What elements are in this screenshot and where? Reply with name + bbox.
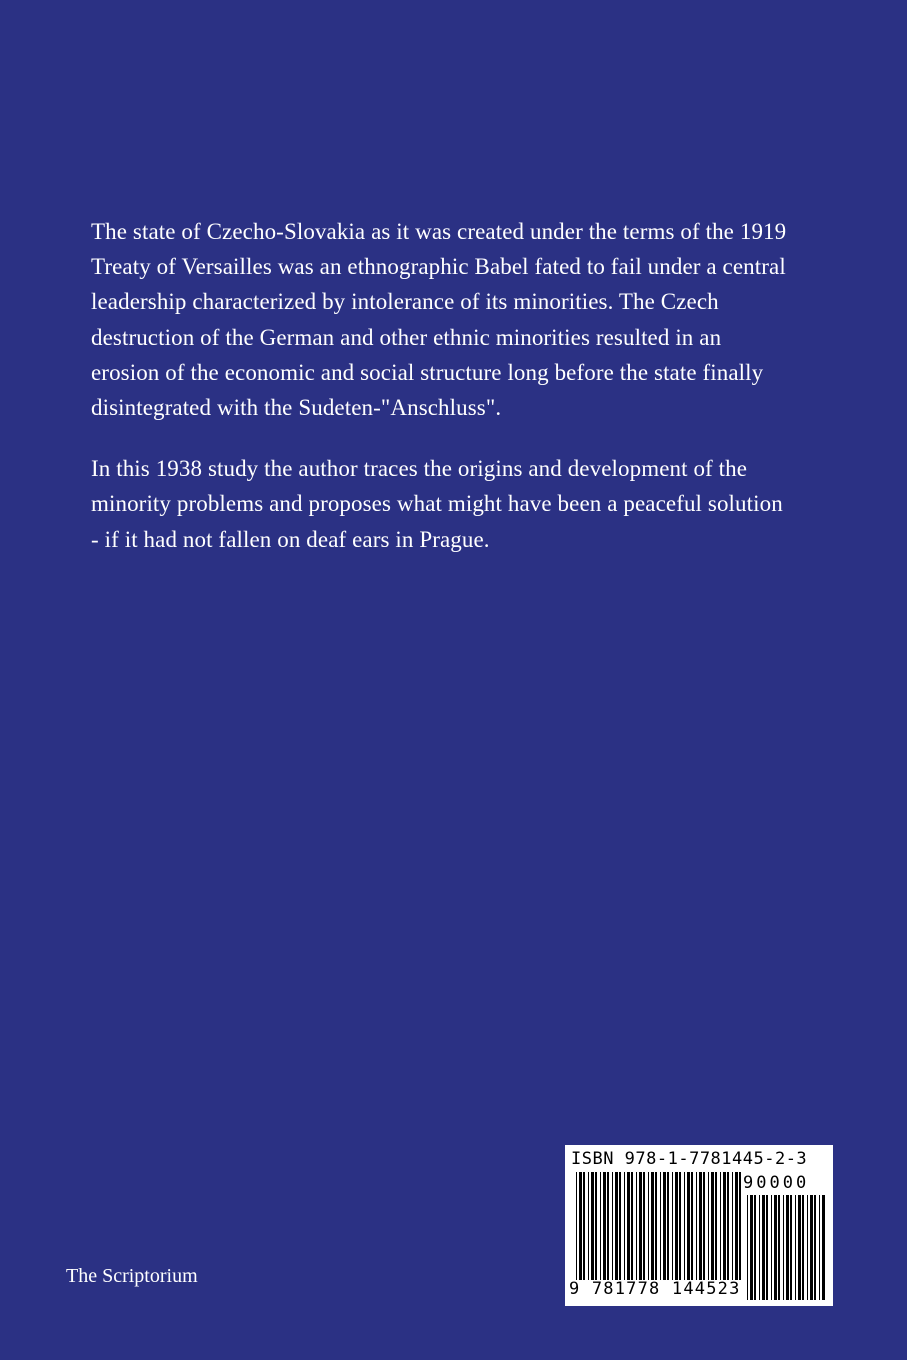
isbn-barcode xyxy=(565,1145,833,1306)
barcode-bar xyxy=(675,1172,678,1280)
isbn-label: ISBN 978-1-7781445-2-3 xyxy=(571,1149,808,1169)
barcode-bar xyxy=(766,1195,768,1300)
barcode-bar xyxy=(708,1172,709,1280)
barcode-bar xyxy=(790,1195,792,1300)
barcode-bar xyxy=(651,1172,654,1280)
price-addon-bars xyxy=(747,1195,825,1300)
barcode-bar xyxy=(619,1172,621,1280)
barcode-bar xyxy=(814,1195,816,1300)
barcode-bar xyxy=(810,1195,813,1300)
barcode-bar xyxy=(822,1195,825,1300)
barcode-bar xyxy=(778,1195,780,1300)
barcode-bar xyxy=(627,1172,630,1280)
barcode-bar xyxy=(807,1195,808,1300)
barcode-bar xyxy=(735,1172,738,1280)
barcode-bar xyxy=(715,1172,717,1280)
barcode-bar xyxy=(802,1195,804,1300)
barcode-bar xyxy=(600,1172,601,1280)
barcode-bar xyxy=(576,1172,577,1280)
barcode-bar xyxy=(739,1172,741,1280)
ean-barcode-bars xyxy=(576,1172,741,1280)
barcode-bar xyxy=(795,1195,796,1300)
barcode-bar xyxy=(588,1172,589,1280)
barcode-bar xyxy=(672,1172,673,1280)
barcode-bar xyxy=(703,1172,705,1280)
barcode-bar xyxy=(643,1172,645,1280)
barcode-bar xyxy=(660,1172,661,1280)
barcode-bar xyxy=(732,1172,733,1280)
barcode-bar xyxy=(595,1172,597,1280)
ean-digits: 9 781778 144523 xyxy=(569,1279,741,1299)
barcode-bar xyxy=(603,1172,606,1280)
blurb-paragraph-2: In this 1938 study the author traces the origins and development of the minority problems and proposes what might have been a peaceful solution - if it had not fallen on deaf ears in Prague. xyxy=(91,456,783,552)
barcode-bar xyxy=(607,1172,609,1280)
barcode-bar xyxy=(591,1172,594,1280)
barcode-bar xyxy=(639,1172,642,1280)
barcode-bar xyxy=(579,1172,582,1280)
barcode-bar xyxy=(624,1172,625,1280)
publisher-name: The Scriptorium xyxy=(66,1265,198,1287)
barcode-bar xyxy=(615,1172,618,1280)
barcode-bar xyxy=(786,1195,789,1300)
barcode-bar xyxy=(684,1172,685,1280)
barcode-bar xyxy=(819,1195,820,1300)
blurb-paragraph-1: The state of Czecho-Slovakia as it was created under the terms of the 1919 Treaty of Versailles was an ethnographic Babel fated to fail under a central leadership characterized by intolerance of its minorities. The Czech destruction of the German and other ethnic minorities resulted in an erosion of the economic and social structure long before the state finally disintegrated with the Sudeten-"Anschluss". xyxy=(91,219,787,421)
barcode-bar xyxy=(762,1195,765,1300)
barcode-bar xyxy=(798,1195,801,1300)
barcode-bar xyxy=(691,1172,693,1280)
barcode-bar xyxy=(667,1172,669,1280)
barcode-bar xyxy=(583,1172,585,1280)
back-cover-blurb xyxy=(91,214,791,557)
barcode-bar xyxy=(723,1172,726,1280)
price-addon-digits: 90000 xyxy=(743,1173,810,1193)
barcode-bar xyxy=(783,1195,784,1300)
barcode-bar xyxy=(771,1195,772,1300)
barcode-bar xyxy=(696,1172,697,1280)
barcode-bar xyxy=(687,1172,690,1280)
barcode-bar xyxy=(679,1172,681,1280)
barcode-bar xyxy=(727,1172,729,1280)
barcode-bar xyxy=(750,1195,753,1300)
barcode-bar xyxy=(631,1172,633,1280)
barcode-bar xyxy=(636,1172,637,1280)
barcode-bar xyxy=(612,1172,613,1280)
barcode-bar xyxy=(655,1172,657,1280)
barcode-bar xyxy=(720,1172,721,1280)
barcode-bar xyxy=(699,1172,702,1280)
barcode-bar xyxy=(711,1172,714,1280)
barcode-bar xyxy=(759,1195,760,1300)
barcode-bar xyxy=(774,1195,777,1300)
barcode-bar xyxy=(663,1172,666,1280)
barcode-bar xyxy=(754,1195,756,1300)
barcode-bar xyxy=(648,1172,649,1280)
barcode-bar xyxy=(747,1195,748,1300)
